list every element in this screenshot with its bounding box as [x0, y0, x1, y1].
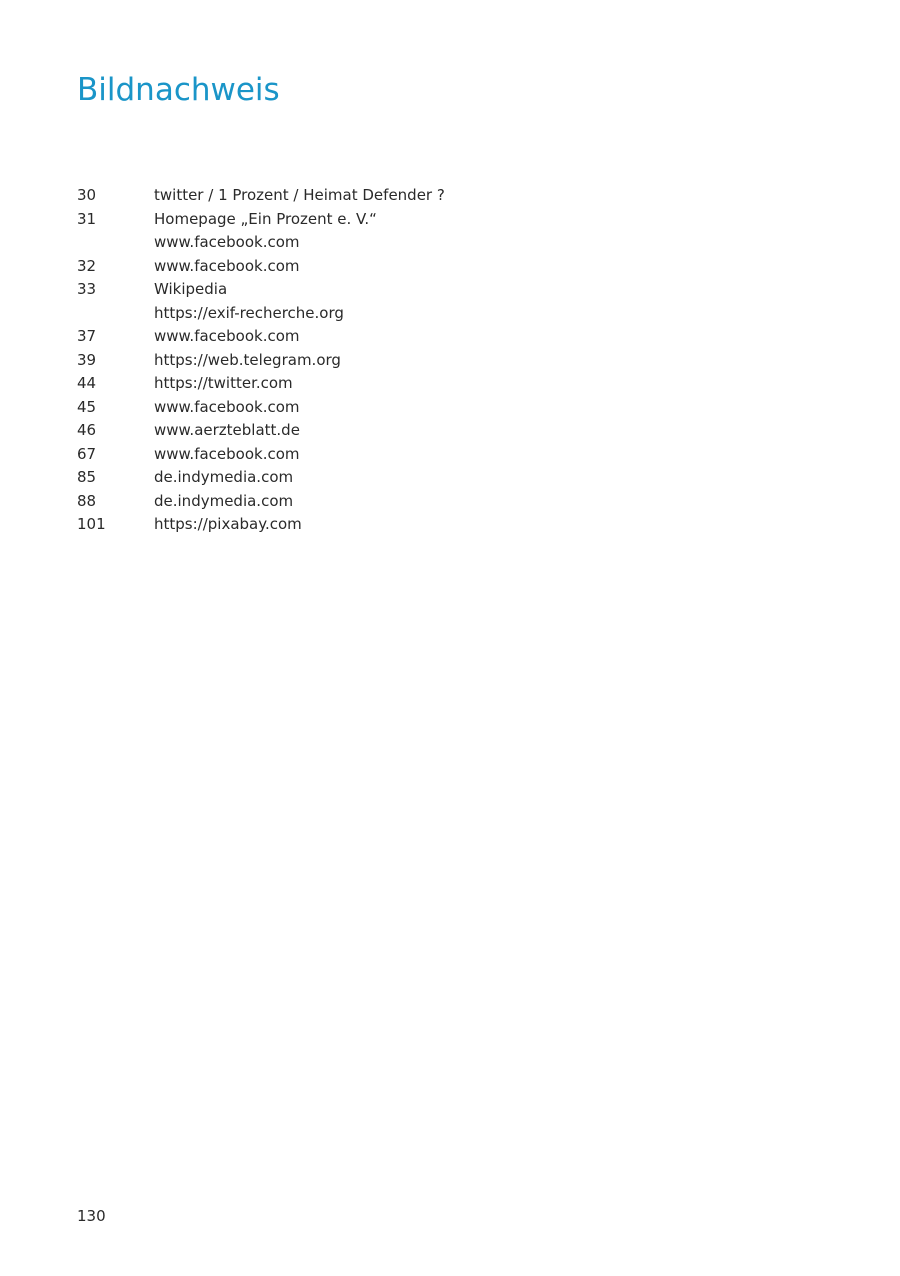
credit-row — [77, 513, 445, 537]
credit-page-number: 46 — [77, 421, 97, 439]
credit-source: www.facebook.com — [154, 397, 300, 416]
credit-page-number: 67 — [77, 444, 97, 463]
credit-page-number: 45 — [77, 397, 97, 416]
credit-source: https://pixabay.com — [154, 515, 302, 533]
credit-row — [77, 490, 445, 514]
credit-row — [77, 208, 445, 232]
credit-row — [77, 443, 445, 467]
credit-page-number: 101 — [77, 515, 106, 533]
credit-row — [77, 231, 445, 255]
credit-row — [77, 184, 445, 208]
credit-row — [77, 466, 445, 490]
credit-page-number — [77, 302, 154, 326]
credit-row — [77, 255, 445, 279]
credit-page-number: 31 — [77, 209, 97, 228]
credit-source: www.facebook.com — [154, 233, 300, 251]
credit-source: www.aerzteblatt.de — [154, 421, 300, 439]
credit-page-number: 85 — [77, 468, 97, 486]
credit-source: www.facebook.com — [154, 256, 300, 275]
credit-page-number: 30 — [77, 186, 97, 204]
credit-row — [77, 278, 445, 302]
credit-row — [77, 302, 445, 326]
credit-source: de.indymedia.com — [154, 491, 294, 510]
credit-source: Wikipedia — [154, 280, 228, 298]
credit-row — [77, 419, 445, 443]
credit-source: https://web.telegram.org — [154, 350, 341, 369]
image-credits-list — [77, 184, 445, 537]
credit-source: de.indymedia.com — [154, 468, 294, 486]
credit-source: Homepage „Ein Prozent e. V.“ — [154, 209, 377, 228]
credit-row — [77, 396, 445, 420]
credit-row — [77, 325, 445, 349]
credit-page-number: 32 — [77, 256, 97, 275]
credit-source: www.facebook.com — [154, 444, 300, 463]
credit-page-number: 33 — [77, 280, 97, 298]
credit-page-number: 88 — [77, 491, 97, 510]
credit-row — [77, 349, 445, 373]
credit-source: https://exif-recherche.org — [154, 303, 344, 322]
page-title: Bildnachweis — [77, 72, 280, 108]
credit-source: www.facebook.com — [154, 327, 300, 345]
credit-source: https://twitter.com — [154, 374, 293, 392]
credit-page-number: 39 — [77, 350, 97, 369]
credit-source: twitter / 1 Prozent / Heimat Defender ? — [154, 186, 445, 204]
credit-page-number — [77, 231, 154, 255]
credit-page-number: 44 — [77, 374, 97, 392]
credit-page-number: 37 — [77, 327, 97, 345]
page-number: 130 — [77, 1207, 106, 1225]
credit-row — [77, 372, 445, 396]
